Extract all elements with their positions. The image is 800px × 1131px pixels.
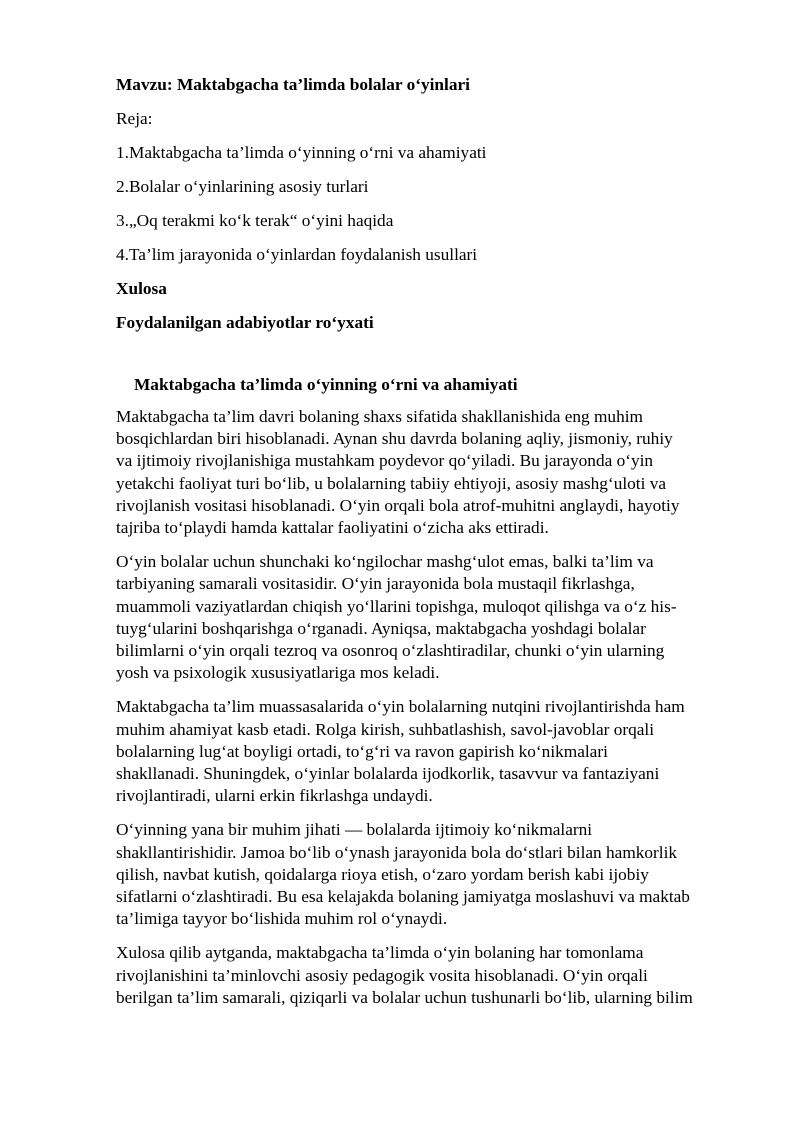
paragraph-4 xyxy=(116,819,744,930)
paragraph-line: va ijtimoiy rivojlanishiga mustahkam poydevor qo‘yiladi. Bu jarayonda o‘yin xyxy=(116,451,654,471)
paragraph-line: shakllanadi. Shuningdek, o‘yinlar bolalarda ijodkorlik, tasavvur va fantaziyani xyxy=(116,764,660,784)
plan-item-3: 3.„Oq terakmi ko‘k terak“ o‘yini haqida xyxy=(116,211,394,230)
paragraph-line: bolalarning lug‘at boyligi ortadi, to‘g‘ri va ravon gapirish ko‘nikmalari xyxy=(116,741,608,761)
document-page xyxy=(116,74,744,1021)
paragraph-line: rivojlanish vositasi hisoblanadi. O‘yin orqali bola atrof-muhitni anglaydi, hayotiy xyxy=(116,495,680,515)
document-topic: Mavzu: Maktabgacha ta’limda bolalar o‘yinlari xyxy=(116,75,470,94)
paragraph-2 xyxy=(116,551,744,684)
paragraph-line: tajriba to‘playdi hamda kattalar faoliyatini o‘zicha aks ettiradi. xyxy=(116,518,549,538)
paragraph-line: muammoli vaziyatlardan chiqish yo‘llarini topishga, muloqot qilishga va o‘z his- xyxy=(116,596,677,616)
paragraph-line: sifatlarni o‘zlashtiradi. Bu esa kelajakda bolaning jamiyatga moslashuvi va maktab xyxy=(116,887,690,907)
paragraph-line: ta’limiga tayyor bo‘lishida muhim rol o‘ynaydi. xyxy=(116,909,448,929)
paragraph-line: Maktabgacha ta’lim davri bolaning shaxs sifatida shakllanishida eng muhim xyxy=(116,407,643,426)
paragraph-line: tarbiyaning samarali vositasidir. O‘yin jarayonida bola mustaqil fikrlashga, xyxy=(116,574,635,594)
paragraph-line: berilgan ta’lim samarali, qiziqarli va bolalar uchun tushunarli bo‘lib, ularning bilim xyxy=(116,987,693,1007)
paragraph-3 xyxy=(116,696,744,807)
paragraph-line: bilimlarni o‘yin orqali tezroq va osonroq o‘zlashtiradilar, chunki o‘yin ularning xyxy=(116,641,665,661)
paragraph-line: yosh va psixologik xususiyatlariga mos keladi. xyxy=(116,663,440,683)
paragraph-line: rivojlantiradi, ularni erkin fikrlashga undaydi. xyxy=(116,786,433,806)
paragraph-line: qilish, navbat kutish, qoidalarga rioya etish, o‘zaro yordam berish kabi ijobiy xyxy=(116,864,649,884)
conclusion-label: Xulosa xyxy=(116,279,167,298)
paragraph-line: muhim ahamiyat kasb etadi. Rolga kirish, suhbatlashish, savol-javoblar orqali xyxy=(116,719,655,739)
references-label: Foydalanilgan adabiyotlar ro‘yxati xyxy=(116,313,374,332)
paragraph-5 xyxy=(116,942,744,1009)
plan-item-2: 2.Bolalar o‘yinlarining asosiy turlari xyxy=(116,177,369,196)
paragraph-line: bosqichlardan biri hisoblanadi. Aynan shu davrda bolaning aqliy, jismoniy, ruhiy xyxy=(116,429,673,449)
paragraph-line: shakllantirishidir. Jamoa bo‘lib o‘ynash jarayonida bola do‘stlari bilan hamkorlik xyxy=(116,842,678,862)
paragraph-line: Xulosa qilib aytganda, maktabgacha ta’limda o‘yin bolaning har tomonlama xyxy=(116,943,644,963)
section-heading: Maktabgacha ta’limda o‘yinning o‘rni va ahamiyati xyxy=(134,375,518,394)
paragraph-line: tuyg‘ularini boshqarishga o‘rganadi. Ayniqsa, maktabgacha yoshdagi bolalar xyxy=(116,618,646,638)
paragraph-1 xyxy=(116,406,744,539)
plan-item-1: 1.Maktabgacha ta’limda o‘yinning o‘rni va ahamiyati xyxy=(116,143,487,162)
plan-item-4: 4.Ta’lim jarayonida o‘yinlardan foydalanish usullari xyxy=(116,245,478,264)
paragraph-line: O‘yinning yana bir muhim jihati — bolalarda ijtimoiy ko‘nikmalarni xyxy=(116,820,593,840)
paragraph-line: yetakchi faoliyat turi bo‘lib, u bolalarning tabiiy ehtiyoji, asosiy mashg‘uloti va xyxy=(116,473,667,493)
plan-label: Reja: xyxy=(116,109,153,128)
paragraph-line: rivojlanishini ta’minlovchi asosiy pedagogik vosita hisoblanadi. O‘yin orqali xyxy=(116,965,648,985)
paragraph-line: Maktabgacha ta’lim muassasalarida o‘yin bolalarning nutqini rivojlantirishda ham xyxy=(116,697,685,717)
paragraph-line: O‘yin bolalar uchun shunchaki ko‘ngilochar mashg‘ulot emas, balki ta’lim va xyxy=(116,552,654,572)
